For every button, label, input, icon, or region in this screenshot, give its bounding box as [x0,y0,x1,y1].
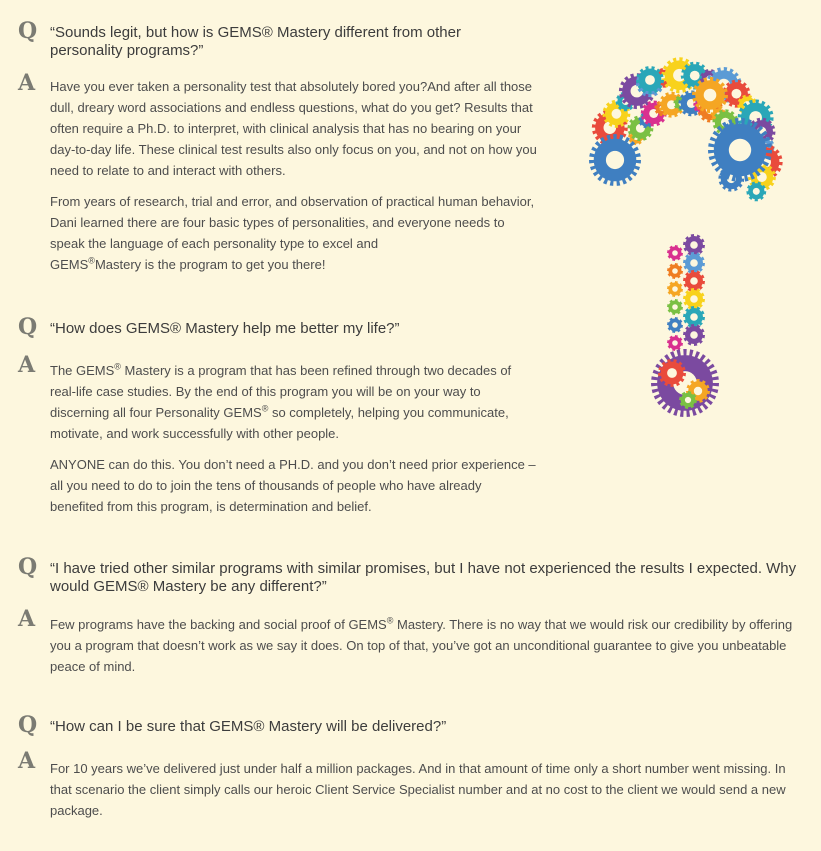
question-mark-letter: Q [18,314,38,340]
answer-text [50,614,810,687]
question-text: “I have tried other similar programs with similar promises, but I have not experienced the results I expected. Why would GEMS® Mastery be any different?” [50,560,797,595]
answer-mark-letter: A [18,70,36,96]
gears-question-mark-illustration [560,55,800,440]
question-text: “How can I be sure that GEMS® Mastery will be delivered?” [50,718,447,735]
answer-text [50,758,810,831]
gear-icon [651,349,719,417]
gear-icon [667,263,683,279]
answer-paragraph: From years of research, trial and error, and observation of practical human behavior, Dani learned there are four basic types of personalities, and everyone needs to speak the language of each personality type to excel and GEMS®Mastery is the program to get you there! [50,194,535,272]
answer-mark-letter: A [18,606,36,632]
gear-icon [589,134,641,186]
answer-paragraph: For 10 years we’ve delivered just under half a million packages. And in that amount of time only a short number went missing. In that scenario the client simply calls our heroic Client Service Specialist number and at no cost to the client we would send a new package. [50,761,786,818]
answer-text [50,76,540,285]
answer-mark-letter: A [18,352,36,378]
question-text: “How does GEMS® Mastery help me better my life?” [50,320,400,337]
gear-icon [667,281,683,297]
answer-paragraph: The GEMS® Mastery is a program that has been refined through two decades of real-life case studies. By the end of this program you will be on your way to discerning all four Personality GEMS® so completely, helping you communicate, motivate, and work successfully with other people. [50,361,512,441]
gear-icon [667,299,683,315]
answer-paragraph: ANYONE can do this. You don’t need a PH.D. and you don’t need prior experience – all you need to do to join the tens of thousands of people who have already benefited from this program, is determination and belief. [50,457,536,514]
question-mark-letter: Q [18,18,38,44]
gear-icon [667,245,683,261]
answer-paragraph: Have you ever taken a personality test that absolutely bored you?And after all those dull, dreary word associations and endless questions, what do you get? Results that often require a Ph.D. to interpret, with clinical analysis that has no bearing on your day-to-day life. These clinical test results also only focus on you, and not on how you need to relate to and interact with others. [50,79,537,178]
answer-paragraph: Few programs have the backing and social proof of GEMS® Mastery. There is no way that we would risk our credibility by offering you a program that doesn’t work as we say it does. On top of that, you’ve got an unconditional guarantee to give you unbeatable peace of mind. [50,615,793,674]
gear-icon [667,335,683,351]
gear-icon [683,324,705,346]
question-mark-letter: Q [18,712,38,738]
question-text: “Sounds legit, but how is GEMS® Mastery different from other personality programs?” [50,24,461,59]
answer-mark-letter: A [18,748,36,774]
answer-text [50,360,536,527]
question-mark-letter: Q [18,554,38,580]
gear-icon [667,317,683,333]
